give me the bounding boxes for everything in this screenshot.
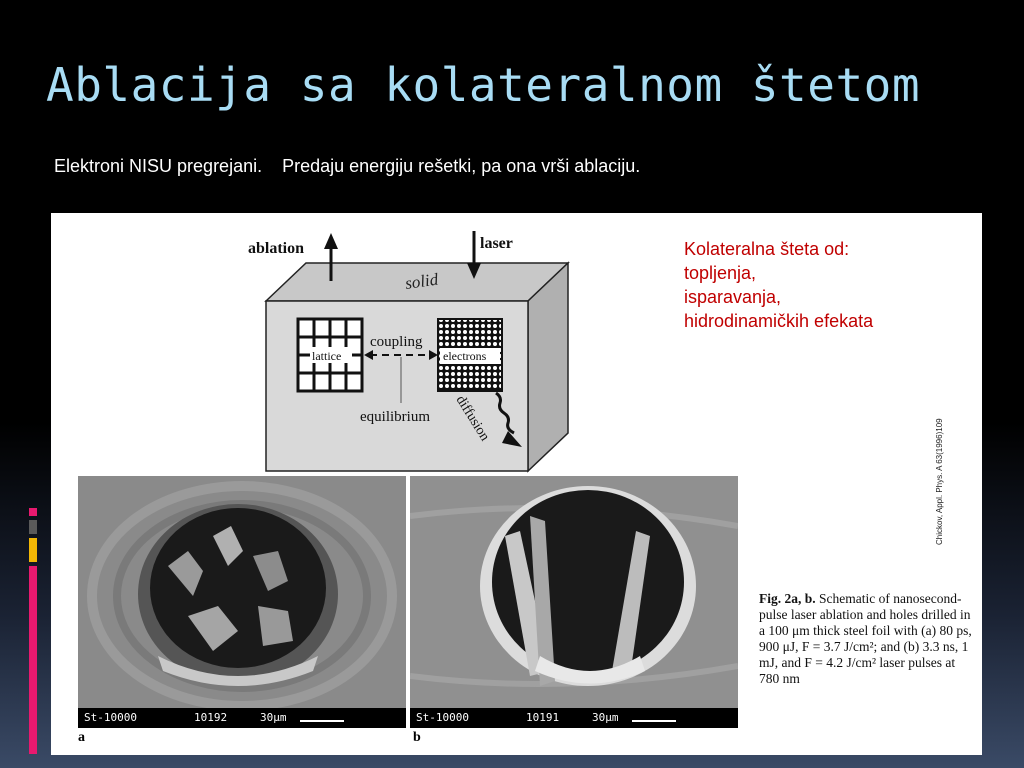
collateral-item: isparavanja, bbox=[684, 287, 782, 307]
micrograph-b-letter: b bbox=[413, 730, 421, 745]
micrograph-b-code: St-10000 bbox=[416, 711, 469, 724]
micrograph-b-number: 10191 bbox=[526, 711, 560, 724]
micrograph-a-number: 10192 bbox=[194, 711, 228, 724]
micrograph-b-scale: 30μm bbox=[592, 711, 619, 724]
caption-text: Schematic of nanosecond-pulse laser ablation and holes drilled in a 100 μm thick steel foil with (a) 80 ps, 900 μJ, F = 3.7 J/cm²; and (b) 3.3 ns, 1 mJ, and F = 4.2 J/cm² laser pulses at 780 nm bbox=[759, 591, 972, 686]
figure-panel bbox=[51, 213, 982, 755]
micrograph-a-image bbox=[78, 476, 406, 708]
lattice-label: lattice bbox=[312, 349, 342, 363]
caption-label: Fig. 2a, b. bbox=[759, 591, 816, 606]
slide-title: Ablacija sa kolateralnom štetom bbox=[46, 58, 921, 112]
micrograph-b-databar bbox=[410, 708, 738, 728]
ablation-label: ablation bbox=[248, 240, 305, 257]
citation bbox=[931, 405, 951, 545]
accent-bar-pink bbox=[29, 566, 37, 754]
figure-caption bbox=[759, 591, 975, 687]
micrograph-a-code: St-10000 bbox=[84, 711, 137, 724]
micrograph-a bbox=[78, 476, 406, 728]
coupling-label: coupling bbox=[370, 334, 423, 350]
micrograph-a-scalebar bbox=[300, 720, 344, 722]
solid-label: solid bbox=[403, 269, 440, 293]
accent-bar-pink-top bbox=[29, 508, 37, 516]
micrograph-b bbox=[410, 476, 738, 728]
micrograph-b-scalebar bbox=[632, 720, 676, 722]
micrograph-b-image bbox=[410, 476, 738, 708]
ablation-arrowhead bbox=[324, 233, 338, 249]
micrograph-a-scale: 30μm bbox=[260, 711, 287, 724]
collateral-item: hidrodinamičkih efekata bbox=[684, 311, 874, 331]
accent-bar-gray bbox=[29, 520, 37, 534]
equilibrium-label: equilibrium bbox=[360, 409, 430, 425]
citation-text: Chickov, Appl. Phys. A 63(1996)109 bbox=[935, 418, 944, 545]
diffusion-label: diffusion bbox=[452, 393, 492, 444]
accent-bar-yellow bbox=[29, 538, 37, 562]
micrograph-a-databar bbox=[78, 708, 406, 728]
electrons-label: electrons bbox=[443, 349, 487, 363]
slide-subtitle: Elektroni NISU pregrejani. Predaju energiju rešetki, pa ona vrši ablaciju. bbox=[54, 156, 641, 176]
ablation-schematic bbox=[246, 221, 576, 473]
micrograph-a-letter: a bbox=[78, 730, 85, 745]
laser-label: laser bbox=[480, 235, 513, 252]
collateral-list bbox=[684, 237, 873, 333]
collateral-heading: Kolateralna šteta od: bbox=[684, 239, 850, 259]
collateral-item: topljenja, bbox=[684, 263, 757, 283]
